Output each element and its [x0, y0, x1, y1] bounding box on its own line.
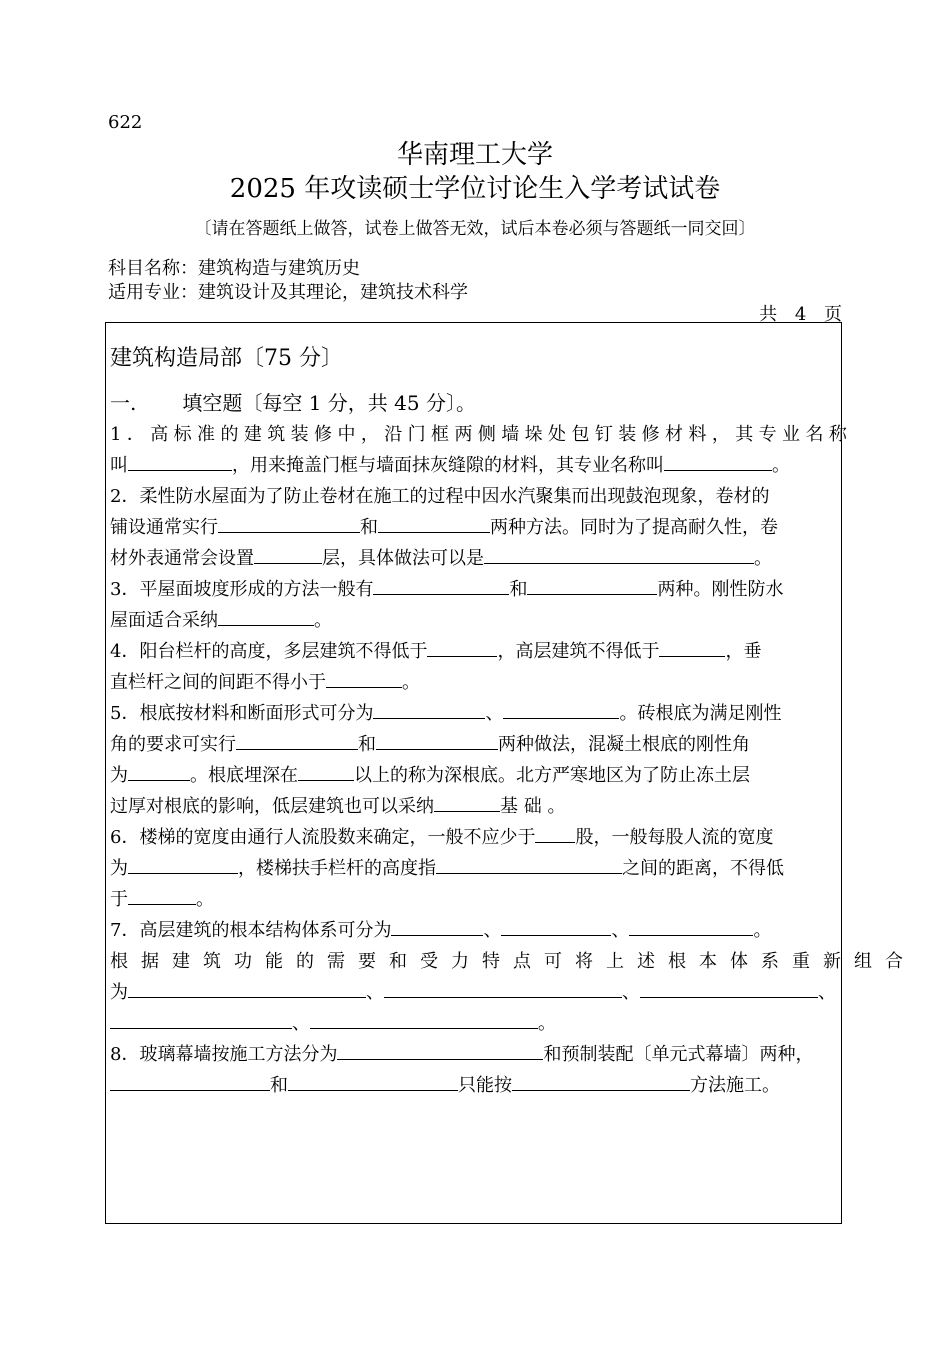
answer-blank	[128, 854, 238, 874]
page-count: 共 4 页	[759, 304, 842, 325]
answer-blank	[376, 730, 498, 750]
answer-blank	[436, 854, 622, 874]
question-8-line-2: 和 只能按 方法施工。	[110, 1070, 840, 1101]
answer-blank	[391, 916, 483, 936]
question-4-line-2: 直栏杆之间的间距不得小于 。	[110, 667, 840, 698]
answer-blank	[326, 668, 402, 688]
answer-blank	[373, 699, 485, 719]
exam-notice: 〔请在答题纸上做答，试卷上做答无效，试后本卷必须与答题纸一同交回〕	[194, 219, 756, 239]
answer-blank	[218, 606, 314, 626]
part-label: 填空题〔每空 1 分，共 45 分〕。	[182, 391, 476, 415]
section-title: 建筑构造局部〔75 分〕	[110, 346, 343, 371]
answer-blank	[236, 730, 358, 750]
answer-blank	[512, 1071, 690, 1091]
answer-blank	[110, 1009, 292, 1029]
question-8-line-1: 8．玻璃幕墙按施工方法分为 和预制装配〔单元式幕墙〕两种，	[110, 1039, 840, 1070]
question-5-line-3: 为 。根底埋深在 以上的称为深根底。北方严寒地区为了防止冻土层	[110, 760, 840, 791]
answer-blank	[535, 823, 575, 843]
answer-blank	[373, 575, 509, 595]
answer-blank	[384, 978, 622, 998]
question-3-line-1: 3．平屋面坡度形成的方法一般有 和 两种。刚性防水	[110, 574, 840, 605]
answer-blank	[527, 575, 657, 595]
answer-blank	[659, 637, 725, 657]
question-6-line-2: 为 ，楼梯扶手栏杆的高度指 之间的距离，不得低	[110, 853, 840, 884]
question-2-line-1: 2．柔性防水屋面为了防止卷材在施工的过程中因水汽聚集而出现鼓泡现象，卷材的	[110, 486, 770, 507]
answer-blank	[427, 637, 497, 657]
answer-blank	[629, 916, 753, 936]
question-7-line-1: 7．高层建筑的根本结构体系可分为 、 、 。	[110, 915, 840, 946]
question-7-line-4: 、 。	[110, 1008, 840, 1039]
answer-blank	[434, 792, 500, 812]
question-6-line-1: 6．楼梯的宽度由通行人流股数来确定，一般不应少于 股，一般每股人流的宽度	[110, 822, 840, 853]
exam-code: 622	[108, 112, 143, 133]
university-name: 华南理工大学	[396, 140, 553, 170]
answer-blank	[484, 544, 754, 564]
question-7-line-2: 根据建筑功能的需要和受力特点可将上述根本体系重新组合	[110, 951, 916, 972]
answer-blank	[254, 544, 322, 564]
answer-blank	[128, 451, 232, 471]
answer-blank	[337, 1040, 543, 1060]
answer-blank	[640, 978, 818, 998]
question-5-line-1: 5．根底按材料和断面形式可分为 、 。砖根底为满足刚性	[110, 698, 840, 729]
answer-blank	[288, 1071, 458, 1091]
question-box	[105, 322, 916, 1224]
question-6-line-3: 于 。	[110, 884, 840, 915]
answer-blank	[664, 451, 772, 471]
question-4-line-1: 4．阳台栏杆的高度，多层建筑不得低于 ，高层建筑不得低于 ，垂	[110, 636, 840, 667]
answer-blank	[128, 885, 196, 905]
question-7-line-3: 为 、 、 、	[110, 977, 840, 1008]
answer-blank	[378, 513, 490, 533]
question-1-line-2: 叫 ，用来掩盖门框与墙面抹灰缝隙的材料，其专业名称叫 。	[110, 450, 840, 481]
part-title	[110, 387, 476, 416]
answer-blank	[218, 513, 360, 533]
answer-blank	[501, 916, 611, 936]
answer-blank	[503, 699, 619, 719]
question-2-line-3: 材外表通常会设置 层，具体做法可以是 。	[110, 543, 840, 574]
answer-blank	[128, 978, 366, 998]
question-1-line-1: 1．高标准的建筑装修中，沿门框两侧墙垛处包钉装修材料，其专业名称	[110, 424, 853, 445]
question-5-line-2: 角的要求可实行 和 两种做法，混凝土根底的刚性角	[110, 729, 840, 760]
question-2-line-2: 铺设通常实行 和 两种方法。同时为了提高耐久性，卷	[110, 512, 840, 543]
answer-blank	[298, 761, 354, 781]
subject-name: 科目名称：建筑构造与建筑历史	[108, 258, 360, 279]
question-5-line-4: 过厚对根底的影响，低层建筑也可以采纳 基 础 。	[110, 791, 840, 822]
question-3-line-2: 屋面适合采纳 。	[110, 605, 840, 636]
exam-title: 2025 年攻读硕士学位讨论生入学考试试卷	[229, 174, 721, 204]
part-number: 一.	[110, 391, 137, 415]
applicable-major: 适用专业：建筑设计及其理论，建筑技术科学	[108, 282, 468, 303]
answer-blank	[110, 1071, 270, 1091]
question-list	[110, 419, 916, 1101]
answer-blank	[128, 761, 190, 781]
answer-blank	[310, 1009, 538, 1029]
